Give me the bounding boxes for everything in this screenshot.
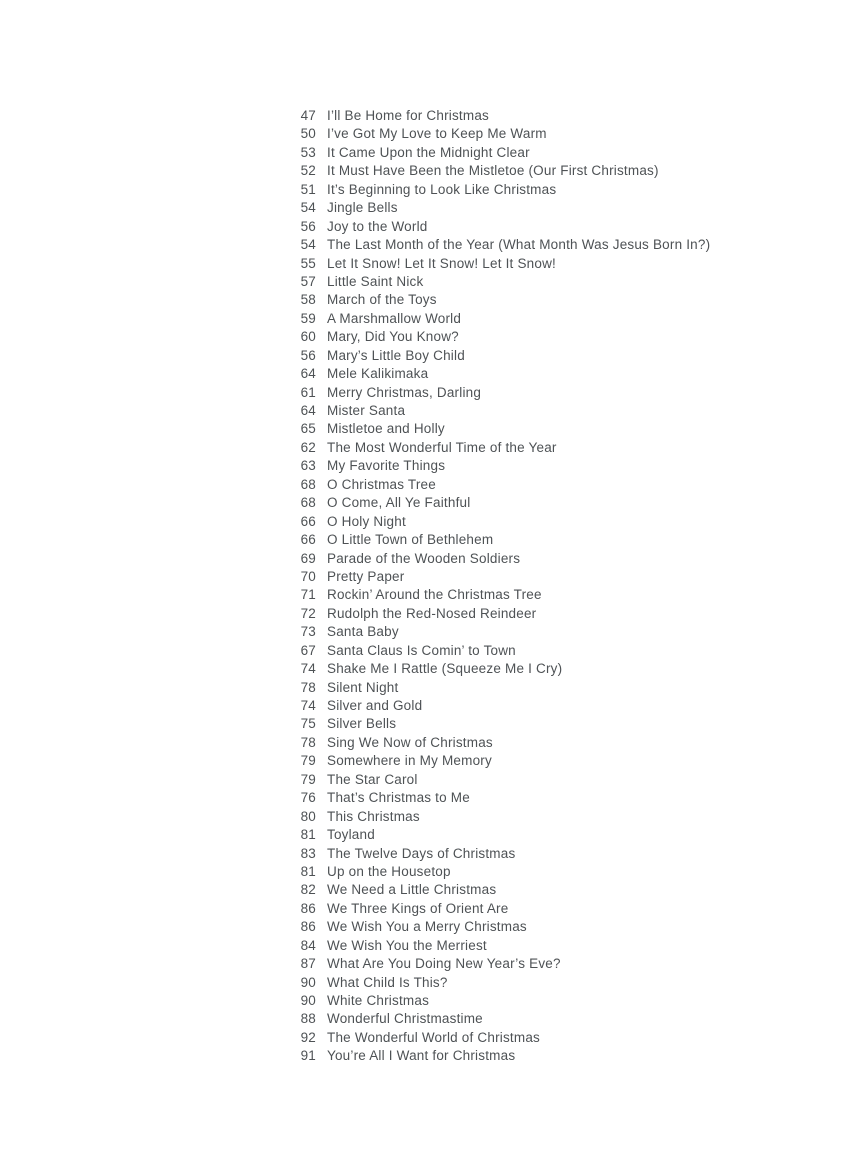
toc-entry	[280, 660, 710, 678]
page-number: 66	[300, 532, 316, 548]
page-number: 74	[300, 661, 316, 677]
song-title: Mistletoe and Holly	[327, 421, 445, 437]
toc-entry	[280, 1010, 710, 1028]
page-number: 92	[300, 1029, 316, 1045]
toc-entry	[280, 218, 710, 236]
song-title: Jingle Bells	[327, 200, 398, 216]
song-title: O Little Town of Bethlehem	[327, 532, 494, 548]
song-title: The Last Month of the Year (What Month Was Jesus Born In?)	[327, 237, 711, 253]
toc-entry	[280, 808, 710, 826]
song-title: Mary’s Little Boy Child	[327, 347, 465, 363]
page-number: 88	[300, 1011, 316, 1027]
toc-entry	[280, 586, 710, 604]
page-number: 79	[300, 771, 316, 787]
song-title: O Holy Night	[327, 513, 406, 529]
toc-entry	[280, 1047, 710, 1065]
toc-entry	[280, 642, 710, 660]
toc-entry	[280, 863, 710, 881]
page-number: 64	[300, 403, 316, 418]
song-title: O Come, All Ye Faithful	[327, 495, 471, 511]
song-title: It’s Beginning to Look Like Christmas	[327, 181, 557, 197]
toc-entry	[280, 291, 710, 309]
page-number: 73	[300, 624, 316, 640]
toc-entry	[280, 568, 710, 586]
song-title: Let It Snow! Let It Snow! Let It Snow!	[327, 255, 556, 271]
song-title: I’ll Be Home for Christmas	[327, 108, 489, 123]
song-title: Pretty Paper	[327, 568, 405, 584]
page-number: 75	[300, 716, 316, 732]
toc-entry	[280, 125, 710, 143]
toc-entry	[280, 623, 710, 641]
toc-entry	[280, 992, 710, 1010]
toc-entry	[280, 347, 710, 365]
song-title: A Marshmallow World	[327, 310, 462, 326]
page-number: 86	[300, 900, 316, 916]
page-number: 68	[300, 476, 316, 492]
toc-entry	[280, 826, 710, 844]
song-title: Mary, Did You Know?	[327, 329, 459, 345]
toc-entry	[280, 1029, 710, 1047]
page-number: 79	[300, 753, 316, 769]
page-number: 62	[300, 439, 316, 455]
toc-entry	[280, 439, 710, 457]
toc-entry	[280, 918, 710, 936]
toc-entry	[280, 531, 710, 549]
page-number: 78	[300, 734, 316, 750]
song-title: Rockin’ Around the Christmas Tree	[327, 587, 542, 603]
toc-entry	[280, 236, 710, 254]
page-number: 83	[300, 845, 316, 861]
toc-entry	[280, 605, 710, 623]
song-title: O Christmas Tree	[327, 476, 436, 492]
page-number: 86	[300, 919, 316, 935]
song-title: Up on the Housetop	[327, 863, 451, 879]
song-title: Silver and Gold	[327, 698, 423, 713]
song-title: The Wonderful World of Christmas	[327, 1029, 540, 1045]
song-title: Mele Kalikimaka	[327, 366, 429, 382]
toc-entry	[280, 107, 710, 125]
toc-entry	[280, 771, 710, 789]
page-number: 90	[300, 974, 316, 990]
song-title: Mister Santa	[327, 403, 406, 418]
song-title: What Are You Doing New Year’s Eve?	[327, 956, 561, 972]
toc-entry	[280, 679, 710, 697]
toc-entry	[280, 181, 710, 199]
page-number: 91	[300, 1048, 316, 1064]
page-number: 50	[300, 126, 316, 142]
page-number: 64	[300, 366, 316, 382]
song-title: We Wish You the Merriest	[327, 937, 487, 953]
page-number: 51	[300, 181, 316, 197]
toc-entry	[280, 513, 710, 531]
page-number: 78	[300, 679, 316, 695]
page-number: 71	[300, 587, 316, 603]
page-number: 56	[300, 347, 316, 363]
song-title: Sing We Now of Christmas	[327, 734, 493, 750]
page-number: 82	[300, 882, 316, 898]
page-number: 68	[300, 495, 316, 511]
song-title: The Twelve Days of Christmas	[327, 845, 516, 861]
song-title: Silver Bells	[327, 716, 397, 732]
toc-entry	[280, 715, 710, 733]
toc-entry	[280, 974, 710, 992]
page-number: 70	[300, 568, 316, 584]
song-title: That’s Christmas to Me	[327, 790, 470, 806]
song-title: March of the Toys	[327, 292, 437, 308]
page-number: 80	[300, 808, 316, 824]
page-number: 81	[300, 827, 316, 843]
page-number: 84	[300, 937, 316, 953]
toc-entry	[280, 162, 710, 180]
song-title: Joy to the World	[327, 218, 428, 234]
song-title: We Wish You a Merry Christmas	[327, 919, 527, 935]
song-title: Santa Claus Is Comin’ to Town	[327, 642, 516, 658]
page-number: 54	[300, 237, 316, 253]
page-number: 90	[300, 993, 316, 1008]
song-title: Santa Baby	[327, 624, 399, 640]
toc-entry	[280, 384, 710, 402]
page-number: 66	[300, 513, 316, 529]
song-title: My Favorite Things	[327, 458, 446, 474]
toc-entry	[280, 752, 710, 770]
song-title: What Child Is This?	[327, 974, 448, 990]
song-title: Silent Night	[327, 679, 399, 695]
page-number: 59	[300, 310, 316, 326]
page-number: 60	[300, 329, 316, 345]
toc-entry	[280, 494, 710, 512]
song-title: We Need a Little Christmas	[327, 882, 497, 898]
toc-entry	[280, 255, 710, 273]
toc-entry	[280, 734, 710, 752]
song-title: Shake Me I Rattle (Squeeze Me I Cry)	[327, 661, 563, 677]
page-number: 67	[300, 642, 316, 658]
toc-entry	[280, 420, 710, 438]
song-title: Merry Christmas, Darling	[327, 384, 482, 400]
toc-entry	[280, 845, 710, 863]
song-title: We Three Kings of Orient Are	[327, 900, 509, 916]
song-title: The Star Carol	[327, 771, 418, 787]
toc-entry	[280, 310, 710, 328]
toc-entry	[280, 789, 710, 807]
toc-entry	[280, 273, 710, 291]
toc-entry	[280, 937, 710, 955]
page-number: 61	[300, 384, 316, 400]
page-number: 65	[300, 421, 316, 437]
toc-entry	[280, 144, 710, 162]
song-title: Rudolph the Red-Nosed Reindeer	[327, 605, 537, 621]
page-number: 52	[300, 163, 316, 179]
page-number: 72	[300, 605, 316, 621]
song-title: Toyland	[327, 827, 375, 843]
song-title: It Came Upon the Midnight Clear	[327, 144, 530, 160]
toc-entry	[280, 881, 710, 899]
toc-entry	[280, 900, 710, 918]
page-number: 56	[300, 218, 316, 234]
page-number: 53	[300, 144, 316, 160]
page-number: 57	[300, 273, 316, 289]
page-number: 55	[300, 255, 316, 271]
toc-entry	[280, 476, 710, 494]
song-title: Wonderful Christmastime	[327, 1011, 483, 1027]
page-number: 54	[300, 200, 316, 216]
page-number: 69	[300, 550, 316, 566]
song-title: The Most Wonderful Time of the Year	[327, 439, 557, 455]
song-title: White Christmas	[327, 993, 430, 1008]
song-title: Little Saint Nick	[327, 273, 424, 289]
song-title: Parade of the Wooden Soldiers	[327, 550, 521, 566]
song-index-list	[280, 107, 710, 1066]
page-number: 63	[300, 458, 316, 474]
page-number: 81	[300, 863, 316, 879]
toc-entry	[280, 328, 710, 346]
page-number: 87	[300, 956, 316, 972]
song-title: It Must Have Been the Mistletoe (Our First Christmas)	[327, 163, 659, 179]
page-number: 74	[300, 698, 316, 713]
toc-entry	[280, 697, 710, 715]
toc-entry	[280, 402, 710, 420]
song-title: Somewhere in My Memory	[327, 753, 492, 769]
toc-entry	[280, 199, 710, 217]
song-title: I’ve Got My Love to Keep Me Warm	[327, 126, 547, 142]
song-title: You’re All I Want for Christmas	[327, 1048, 516, 1064]
toc-entry	[280, 365, 710, 383]
page-number: 47	[300, 108, 316, 123]
song-title: This Christmas	[327, 808, 420, 824]
toc-entry	[280, 550, 710, 568]
toc-entry	[280, 457, 710, 475]
toc-entry	[280, 955, 710, 973]
page-number: 76	[300, 790, 316, 806]
page-number: 58	[300, 292, 316, 308]
